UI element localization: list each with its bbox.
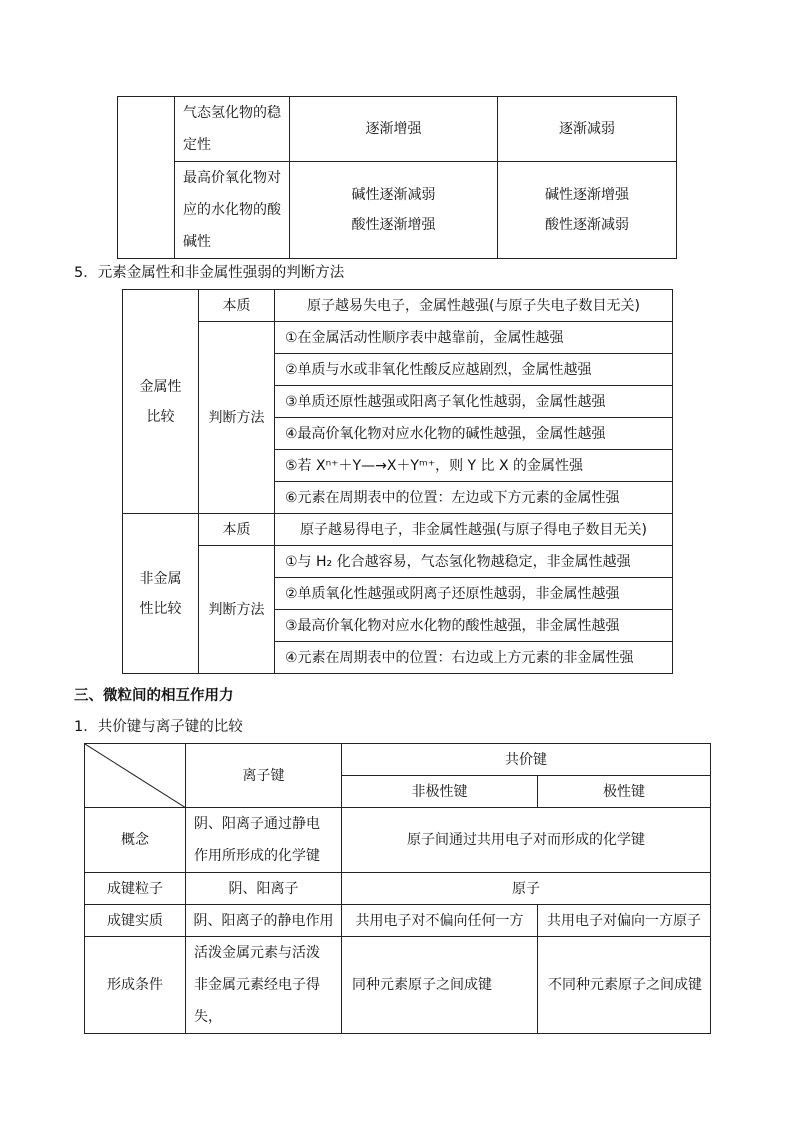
polar-header: 极性键 [538,776,711,808]
attr-cell: 气态氢化物的稳定性 [175,97,290,162]
covalent-cell: 原子 [342,873,711,905]
group-trend-cell: 逐渐减弱 [498,97,677,162]
polar-cell: 不同种元素原子之间成键 [538,937,711,1034]
periodic-trend-table [117,96,677,259]
method-item: ④最高价氧化物对应水化物的碱性越强，金属性越强 [275,418,673,450]
attr-cell: 最高价氧化物对应的水化物的酸碱性 [175,162,290,259]
ionic-cell: 阴、阳离子的静电作用 [186,905,342,937]
section-heading-3: 三、微粒间的相互作用力 [74,688,234,704]
ionic-header: 离子键 [186,744,342,808]
ionic-cell: 阴、阳离子 [186,873,342,905]
essence-text: 原子越易失电子，金属性越强(与原子失电子数目无关) [275,290,673,322]
row-label: 概念 [85,808,186,873]
polar-cell: 共用电子对偏向一方原子 [538,905,711,937]
nonpolar-cell: 同种元素原子之间成键 [342,937,538,1034]
group-trend-cell: 碱性逐渐增强 酸性逐渐减弱 [498,162,677,259]
method-item: ②单质与水或非氧化性酸反应越剧烈，金属性越强 [275,354,673,386]
nonmetal-label-cell: 非金属性比较 [123,514,199,674]
section-heading-1: 1．共价键与离子键的比较 [74,719,243,735]
method-item: ③单质还原性越强或阳离子氧化性越弱，金属性越强 [275,386,673,418]
diagonal-header-cell [85,744,186,808]
row-label: 形成条件 [85,937,186,1034]
bond-comparison-table [84,743,711,1034]
metal-label-cell: 金属性比较 [123,290,199,514]
row-label: 成键粒子 [85,873,186,905]
method-item: ④元素在周期表中的位置：右边或上方元素的非金属性强 [275,642,673,674]
essence-text: 原子越易得电子，非金属性越强(与原子得电子数目无关) [275,514,673,546]
covalent-cell: 原子间通过共用电子对而形成的化学键 [342,808,711,873]
section-heading-5: 5．元素金属性和非金属性强弱的判断方法 [74,265,345,281]
method-item: ⑥元素在周期表中的位置：左边或下方元素的金属性强 [275,482,673,514]
row-label: 成键实质 [85,905,186,937]
diagonal-line [85,744,186,808]
nonpolar-header: 非极性键 [342,776,538,808]
metal-nonmetal-table [122,289,673,674]
period-trend-cell: 碱性逐渐减弱 酸性逐渐增强 [290,162,498,259]
essence-label: 本质 [199,514,275,546]
method-label: 判断方法 [199,546,275,674]
method-item: ②单质氧化性越强或阴离子还原性越弱，非金属性越强 [275,578,673,610]
ionic-cell: 阴、阳离子通过静电作用所形成的化学键 [186,808,342,873]
nonpolar-cell: 共用电子对不偏向任何一方 [342,905,538,937]
method-item: ③最高价氧化物对应水化物的酸性越强，非金属性越强 [275,610,673,642]
essence-label: 本质 [199,290,275,322]
method-item: ①在金属活动性顺序表中越靠前，金属性越强 [275,322,673,354]
method-label: 判断方法 [199,322,275,514]
method-item: ①与 H₂ 化合越容易，气态氢化物越稳定，非金属性越强 [275,546,673,578]
empty-cell [118,97,175,259]
ionic-cell: 活泼金属元素与活泼非金属元素经电子得失， [186,937,342,1034]
covalent-header: 共价键 [342,744,711,776]
method-item: ⑤若 Xⁿ⁺＋Y—→X＋Yᵐ⁺，则 Y 比 X 的金属性强 [275,450,673,482]
period-trend-cell: 逐渐增强 [290,97,498,162]
